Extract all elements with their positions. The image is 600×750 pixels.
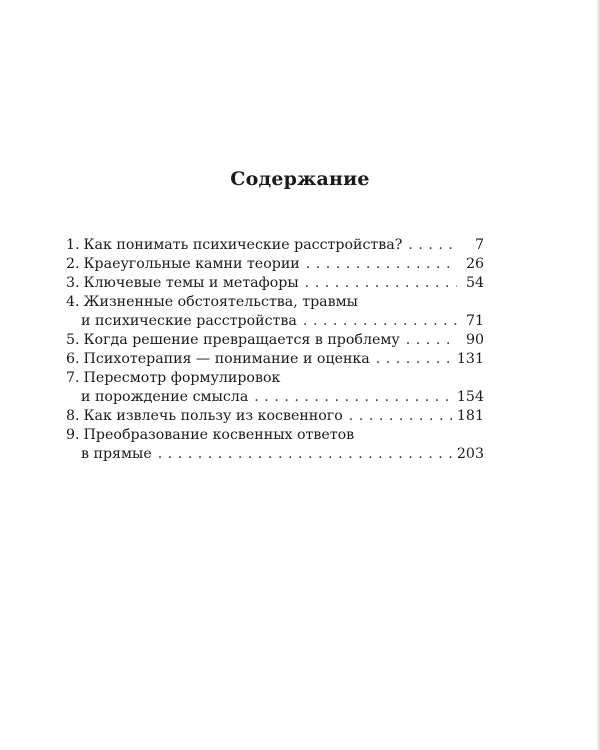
toc-entry bbox=[66, 369, 484, 407]
toc-entry bbox=[66, 274, 484, 293]
page-number: 54 bbox=[465, 275, 484, 291]
toc-entry bbox=[66, 293, 484, 331]
toc-entry bbox=[66, 350, 484, 369]
page-number: 90 bbox=[465, 332, 484, 348]
dot-leader bbox=[406, 331, 457, 350]
chapter-title: Преобразование косвенных ответов bbox=[83, 427, 355, 443]
page-number: 131 bbox=[456, 351, 484, 367]
toc-entry bbox=[66, 255, 484, 274]
page-number: 154 bbox=[456, 389, 484, 405]
page-edge bbox=[596, 0, 600, 750]
dot-leader bbox=[303, 312, 457, 331]
chapter-number: 2. bbox=[66, 256, 80, 272]
chapter-title-continuation: и порождение смысла bbox=[81, 389, 249, 405]
page-number: 26 bbox=[465, 256, 484, 272]
dot-leader bbox=[158, 445, 452, 464]
chapter-number: 7. bbox=[66, 370, 80, 386]
chapter-number: 3. bbox=[66, 275, 80, 291]
chapter-title-continuation: и психические расстройства bbox=[81, 313, 297, 329]
chapter-title: Как понимать психические расстройства? bbox=[83, 237, 403, 253]
table-of-contents bbox=[66, 236, 484, 464]
dot-leader bbox=[408, 236, 457, 255]
chapter-title: Психотерапия — понимание и оценка bbox=[83, 351, 370, 367]
dot-leader bbox=[254, 388, 452, 407]
page-number: 71 bbox=[465, 313, 484, 329]
toc-entry bbox=[66, 407, 484, 426]
chapter-number: 6. bbox=[66, 351, 80, 367]
chapter-title: Жизненные обстоятельства, травмы bbox=[83, 294, 358, 310]
chapter-number: 4. bbox=[66, 294, 80, 310]
page-number: 7 bbox=[474, 237, 484, 253]
chapter-title-continuation: в прямые bbox=[81, 446, 152, 462]
dot-leader bbox=[305, 274, 457, 293]
page-title: Содержание bbox=[230, 168, 370, 190]
chapter-title: Краеугольные камни теории bbox=[83, 256, 300, 272]
chapter-number: 8. bbox=[66, 408, 80, 424]
chapter-title: Ключевые темы и метафоры bbox=[83, 275, 299, 291]
dot-leader bbox=[349, 407, 452, 426]
toc-entry bbox=[66, 236, 484, 255]
toc-entry bbox=[66, 331, 484, 350]
page-number: 203 bbox=[456, 446, 484, 462]
chapter-number: 9. bbox=[66, 427, 80, 443]
toc-entry bbox=[66, 426, 484, 464]
chapter-title: Когда решение превращается в проблему bbox=[83, 332, 400, 348]
chapter-title: Пересмотр формулировок bbox=[83, 370, 281, 386]
dot-leader bbox=[306, 255, 457, 274]
chapter-title: Как извлечь пользу из косвенного bbox=[83, 408, 343, 424]
chapter-number: 1. bbox=[66, 237, 80, 253]
chapter-number: 5. bbox=[66, 332, 80, 348]
page-number: 181 bbox=[456, 408, 484, 424]
dot-leader bbox=[376, 350, 452, 369]
